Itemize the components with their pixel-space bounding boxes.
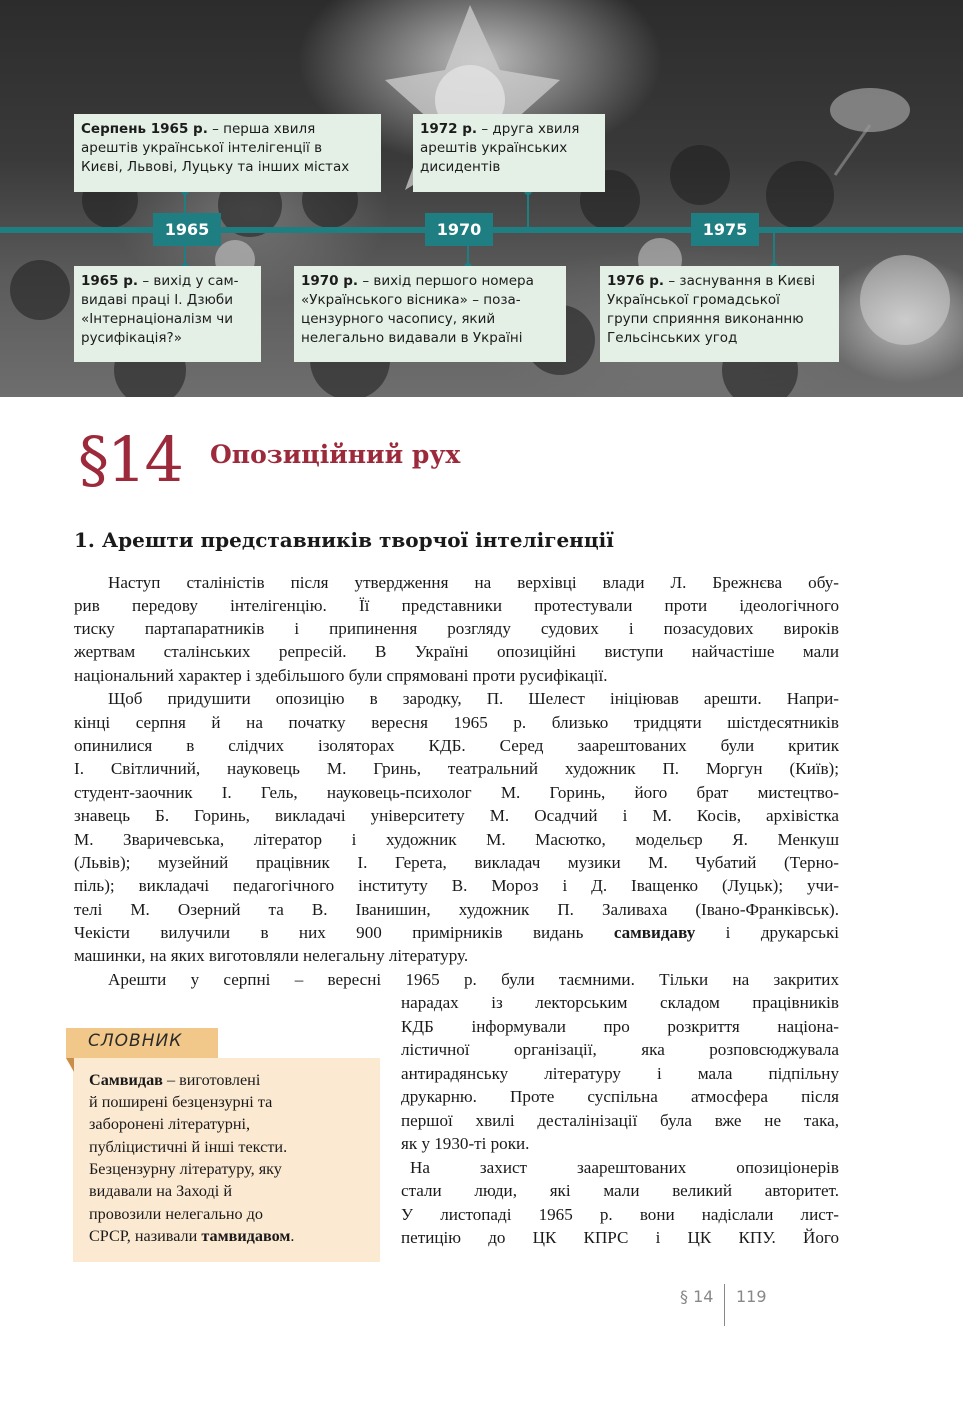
text-line: Чекісти вилучили в них 900 примірників видань самвидаву і друкарські (74, 923, 839, 942)
glossary-line: заборонені літературні, (89, 1115, 251, 1133)
connector (527, 190, 529, 227)
text-line: На захист заарештованих опозиціонерів (410, 1158, 839, 1177)
timeline-event-1965-aug: Серпень 1965 р. – перша хвиля арештів української інтелігенції в Києві, Львові, Луцьку та інших містах (74, 114, 381, 192)
subsection-title: 1. Арешти представників творчої інтелігенції (74, 528, 614, 552)
glossary-term: Самвидав (89, 1071, 163, 1089)
timeline-event-1972: 1972 р. – друга хвиля арештів українських дисидентів (413, 114, 605, 192)
page-number: 119 (736, 1287, 767, 1306)
text-line: нарадах із лекторським складом працівників (401, 993, 839, 1012)
connector (773, 233, 775, 266)
text-line: І. Світличний, науковець М. Гринь, театральний художник П. Моргун (Київ); (74, 759, 839, 778)
year-marker: 1970 (425, 213, 493, 246)
timeline-event-1970: 1970 р. – вихід першого номера «Українського вісника» – поза- цензурного часопису, який нелегально видавали в Україні (294, 266, 566, 362)
text-line: телі М. Озерний та В. Іванишин, художник П. Заливаха (Івано-Франківськ). (74, 900, 839, 919)
glossary-line: провозили нелегально до (89, 1205, 263, 1223)
text-line: друкарню. Проте суспільна атмосфера після (401, 1087, 839, 1106)
glossary-line: й поширені безцензурні та (89, 1093, 273, 1111)
term-tamvydav: тамвидавом (201, 1227, 291, 1245)
glossary-line: СРСР, називали тамвидавом. (89, 1227, 295, 1245)
glossary-line: видавали на Заході й (89, 1182, 233, 1200)
section-title: Опозиційний рух (210, 440, 461, 469)
text-line: КДБ інформували про розкриття націона- (401, 1017, 839, 1036)
header-photo (0, 0, 963, 397)
timeline-event-1976: 1976 р. – заснування в Києві Української громадської групи сприяння виконанню Гельсінських угод (600, 266, 839, 362)
section-number: §14 (78, 423, 182, 496)
text-line: жертвам сталінських репресій. В Україні опозиційні виступи найчастіше мали (74, 642, 839, 661)
text-line: машинки, на яких виготовляли нелегальну літературу. (74, 946, 469, 965)
glossary-line: Самвидав – виготовлені (89, 1071, 261, 1089)
text-line: студент-заочник І. Гель, науковець-психолог М. Горинь, його брат мистецтво- (74, 783, 839, 802)
text-line: опинилися в слідчих ізоляторах КДБ. Серед заарештованих були критик (74, 736, 839, 755)
text-line: антирадянську літературу і мала підпільну (401, 1064, 839, 1083)
text-line: Наступ сталіністів після утвердження на верхівці влади Л. Брежнєва обу- (108, 573, 839, 592)
text-line: У листопаді 1965 р. вони надіслали лист- (401, 1205, 839, 1224)
text-line: рив передову інтелігенцію. Її представники протестували проти ідеологічного (74, 596, 839, 615)
footer-section: § 14 (680, 1287, 714, 1306)
footer-divider (724, 1284, 725, 1326)
year-marker: 1965 (153, 213, 221, 246)
text-line: кінці серпня й на початку вересня 1965 р. близько тридцяти шістдесятників (74, 713, 839, 732)
timeline-event-1965: 1965 р. – вихід у сам- видаві праці І. Дзюби «Інтернаціоналізм чи русифікація?» (74, 266, 261, 362)
text-line: М. Зваричевська, літератор і художник М. Масютко, модельєр Я. Менкуш (74, 830, 839, 849)
glossary-line: публіцистичні й інші тексти. (89, 1138, 288, 1156)
text-line: знавець Б. Горинь, викладачі університету М. Осадчий і М. Косів, архівістка (74, 806, 839, 825)
term-samvydav: самвидаву (613, 923, 696, 942)
text-line: Щоб придушити опозицію в зародку, П. Шелест ініціював арешти. Напри- (108, 689, 839, 708)
text-line: тиску партапаратників і припинення розгляду судових і позасудових вироків (74, 619, 839, 638)
text-line: як у 1930-ті роки. (401, 1134, 530, 1153)
glossary-tab-fold (66, 1058, 74, 1072)
text-line: першої хвилі десталінізації була вже не така, (401, 1111, 839, 1130)
text-line: піль); викладачі педагогічного інституту В. Мороз і Д. Іващенко (Луцьк); учи- (74, 876, 839, 895)
glossary-line: Безцензурну літературу, яку (89, 1160, 282, 1178)
text-line: лістичної організації, яка розповсюджувала (401, 1040, 839, 1059)
text-line: стали люди, які мали великий авторитет. (401, 1181, 839, 1200)
year-marker: 1975 (691, 213, 759, 246)
text-line: національний характер і здебільшого були спрямовані проти русифікації. (74, 666, 608, 685)
text-line: Арешти у серпні – вересні 1965 р. були таємними. Тільки на закритих (108, 970, 839, 989)
text-line: (Львів); музейний працівник І. Герета, викладач музики М. Чубатий (Терно- (74, 853, 839, 872)
glossary-label: СЛОВНИК (88, 1031, 183, 1051)
text-line: петицію до ЦК КПРС і ЦК КПУ. Його (401, 1228, 839, 1247)
